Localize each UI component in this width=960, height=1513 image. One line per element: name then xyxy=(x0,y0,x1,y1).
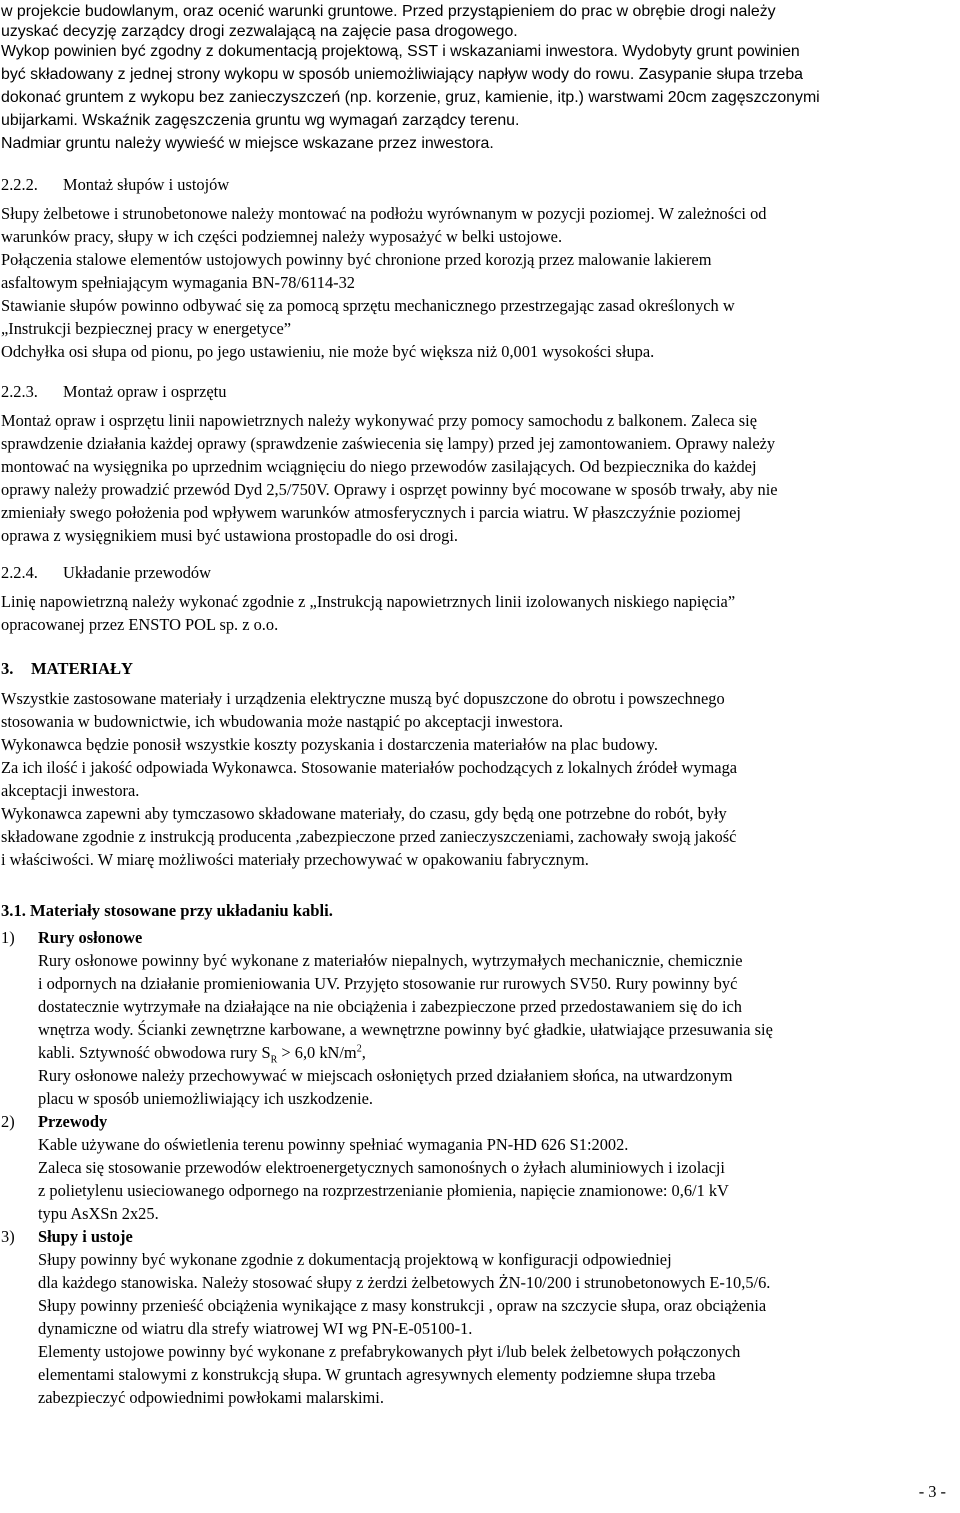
text-line: typu AsXSn 2x25. xyxy=(38,1204,159,1223)
text-line: Połączenia stalowe elementów ustojowych powinny być chronione przed korozją przez malowanie lakierem xyxy=(1,250,712,269)
text-line: z polietylenu usieciowanego odpornego na rozprzestrzenianie płomienia, napięcie znamionowe: 0,6/1 kV xyxy=(38,1181,729,1200)
text-line: oprawa z wysięgnikiem musi być ustawiona prostopadle do osi drogi. xyxy=(1,526,459,545)
section-body-2-2-2 xyxy=(0,202,960,363)
text-line: dla każdego stanowiska. Należy stosować słupy z żerdzi żelbetowych ŻN-10/200 i strunobetonowych E-10,5/6. xyxy=(38,1273,771,1292)
text-line: opracowanej przez ENSTO POL sp. z o.o. xyxy=(1,615,279,634)
section-heading-3-1 xyxy=(0,899,960,922)
formula-suffix: , xyxy=(361,1043,366,1062)
section-title: Montaż słupów i ustojów xyxy=(63,175,230,194)
text-line: Wszystkie zastosowane materiały i urządzenia elektryczne muszą być dopuszczone do obrotu i powszechnego xyxy=(1,689,725,708)
section-number: 2.2.2. xyxy=(1,175,38,194)
text-line: „Instrukcji bezpiecznej pracy w energetyce” xyxy=(1,319,292,338)
section-body-2-2-3 xyxy=(0,409,960,547)
formula-mid: > 6,0 kN/m xyxy=(277,1043,357,1062)
section-heading-2-2-4 xyxy=(0,561,960,584)
list-item-number: 1) xyxy=(1,928,15,947)
text-line: i odpornych na działanie promieniowania UV. Przyjęto stosowanie rur rurowych SV50. Rury powinny być xyxy=(38,974,738,993)
text-line: Rury osłonowe należy przechowywać w miejscach osłoniętych przed działaniem słońca, na utwardzonym xyxy=(38,1066,733,1085)
text-line: Elementy ustojowe powinny być wykonane z prefabrykowanych płyt i/lub belek żelbetowych połączonych xyxy=(38,1342,741,1361)
list-item-3-body xyxy=(0,1248,960,1409)
list-item-1-body xyxy=(0,949,960,1110)
text-line: Zaleca się stosowanie przewodów elektroenergetycznych samonośnych o żyłach aluminiowych i izolacji xyxy=(38,1158,725,1177)
section-heading-2-2-2 xyxy=(0,173,960,196)
text-line: Nadmiar gruntu należy wywieść w miejsce wskazane przez inwestora. xyxy=(1,135,494,152)
text-line: ubijarkami. Wskaźnik zagęszczenia gruntu wg wymagań zarządcy terenu. xyxy=(1,112,520,129)
list-item-number: 2) xyxy=(1,1112,15,1131)
text-line: Montaż opraw i osprzętu linii napowietrznych należy wykonywać przy pomocy samochodu z balkonem. Zaleca się xyxy=(1,411,757,430)
intro-paragraph xyxy=(0,0,960,155)
text-line: Stawianie słupów powinno odbywać się za pomocą sprzętu mechanicznego przestrzegając zasad określonych w xyxy=(1,296,735,315)
text-line: Wykonawca będzie ponosił wszystkie koszty pozyskania i dostarczenia materiałów na plac budowy. xyxy=(1,735,659,754)
text-line: uzyskać decyzję zarządcy drogi zezwalającą na zajęcie pasa drogowego. xyxy=(1,23,518,40)
text-line: Odchyłka osi słupa od pionu, po jego ustawieniu, nie może być większa niż 0,001 wysokości słupa. xyxy=(1,342,655,361)
text-line: warunków pracy, słupy w ich części podziemnej należy wyposażyć w belki ustojowe. xyxy=(1,227,563,246)
text-line: Linię napowietrzną należy wykonać zgodnie z „Instrukcją napowietrznych linii izolowanych niskiego napięcia” xyxy=(1,592,736,611)
text-line: sprawdzenie działania każdej oprawy (sprawdzenie zaświecenia się lampy) przed jej zamontowaniem. Oprawy należy xyxy=(1,434,776,453)
text-line: montować na wysięgnika po uprzednim wciągnięciu do niego przewodów zasilających. Od bezpiecznika do każdej xyxy=(1,457,757,476)
text-line: dokonać gruntem z wykopu bez zanieczyszczeń (np. korzenie, gruz, kamienie, itp.) warstwami 20cm zagęszczonymi xyxy=(1,89,820,106)
text-line: oprawy należy prowadzić przewód Dyd 2,5/750V. Oprawy i osprzęt powinny być mocowane w sposób trwały, aby nie xyxy=(1,480,778,499)
text-line: zmieniały swego położenia pod wpływem warunków atmosferycznych i parcia wiatru. W płaszczyźnie poziomej xyxy=(1,503,741,522)
section-title: MATERIAŁY xyxy=(31,659,134,678)
list-item-number: 3) xyxy=(1,1227,15,1246)
text-line: dostatecznie wytrzymałe na działające na nie obciążenia i zabezpieczone przed przedostawaniem się do ich xyxy=(38,997,742,1016)
formula-subscript: R xyxy=(270,1054,278,1064)
text-line: Rury osłonowe powinny być wykonane z materiałów niepalnych, wytrzymałych mechanicznie, chemicznie xyxy=(38,951,743,970)
section-number: 3. xyxy=(1,659,14,678)
formula-superscript: 2 xyxy=(356,1043,362,1055)
text-line: i właściwości. W miarę możliwości materiały przechowywać w opakowaniu fabrycznym. xyxy=(1,850,589,869)
formula-line xyxy=(38,1041,960,1064)
page-number: - 3 - xyxy=(918,1482,946,1501)
section-heading-3 xyxy=(0,657,960,680)
text-line: Słupy powinny być wykonane zgodnie z dokumentacją projektową w konfiguracji odpowiedniej xyxy=(38,1250,672,1269)
section-title: Montaż opraw i osprzętu xyxy=(63,382,227,401)
text-line: akceptacji inwestora. xyxy=(1,781,140,800)
list-item-3-heading xyxy=(0,1225,960,1248)
list-item-title: Słupy i ustoje xyxy=(38,1227,133,1246)
section-number: 2.2.4. xyxy=(1,563,38,582)
text-line: stosowania w budownictwie, ich wbudowania może nastąpić po akceptacji inwestora. xyxy=(1,712,564,731)
section-title: Układanie przewodów xyxy=(63,563,211,582)
list-item-1-heading xyxy=(0,926,960,949)
text-line: w projekcie budowlanym, oraz ocenić warunki gruntowe. Przed przystąpieniem do prac w obrębie drogi należy xyxy=(1,3,776,20)
text-line: elementami stalowymi z konstrukcją słupa. W gruntach agresywnych elementy podziemne słupa trzeba xyxy=(38,1365,716,1384)
section-body-2-2-4 xyxy=(0,590,960,636)
text-line: Słupy powinny przenieść obciążenia wynikające z masy konstrukcji , opraw na szczycie słupa, oraz obciążenia xyxy=(38,1296,767,1315)
section-title: 3.1. Materiały stosowane przy układaniu kabli. xyxy=(1,901,333,920)
text-line: Wykop powinien być zgodny z dokumentacją projektową, SST i wskazaniami inwestora. Wydobyty grunt powinien xyxy=(1,43,800,60)
text-line: wnętrza wody. Ścianki zewnętrzne karbowane, a wewnętrzne powinny być gładkie, ułatwiające przesuwania się xyxy=(38,1020,773,1039)
section-heading-2-2-3 xyxy=(0,380,960,403)
text-line: dynamiczne od wiatru dla strefy wiatrowej WI wg PN-E-05100-1. xyxy=(38,1319,473,1338)
list-item-2-body xyxy=(0,1133,960,1225)
text-line: składowane zgodnie z instrukcją producenta ,zabezpieczone przed zanieczyszczeniami, zachowały swoją jakość xyxy=(1,827,737,846)
section-body-3 xyxy=(0,687,960,871)
text-line: Kable używane do oświetlenia terenu powinny spełniać wymagania PN-HD 626 S1:2002. xyxy=(38,1135,629,1154)
text-line: Wykonawca zapewni aby tymczasowo składowane materiały, do czasu, gdy będą one potrzebne do robót, były xyxy=(1,804,727,823)
text-line: Słupy żelbetowe i strunobetonowe należy montować na podłożu wyrównanym w pozycji poziomej. W zależności od xyxy=(1,204,767,223)
section-number: 2.2.3. xyxy=(1,382,38,401)
text-line: być składowany z jednej strony wykopu w sposób uniemożliwiający napływ wody do rowu. Zasypanie słupa trzeba xyxy=(1,66,803,83)
text-line: asfaltowym spełniającym wymagania BN-78/6114-32 xyxy=(1,273,355,292)
list-item-title: Przewody xyxy=(38,1112,108,1131)
list-item-2-heading xyxy=(0,1110,960,1133)
formula-prefix: kabli. Sztywność obwodowa rury S xyxy=(38,1043,271,1062)
text-line: zabezpieczyć odpowiednimi powłokami malarskimi. xyxy=(38,1388,384,1407)
list-item-title: Rury osłonowe xyxy=(38,928,143,947)
text-line: placu w sposób uniemożliwiający ich uszkodzenie. xyxy=(38,1089,373,1108)
text-line: Za ich ilość i jakość odpowiada Wykonawca. Stosowanie materiałów pochodzących z lokalnych źródeł wymaga xyxy=(1,758,738,777)
